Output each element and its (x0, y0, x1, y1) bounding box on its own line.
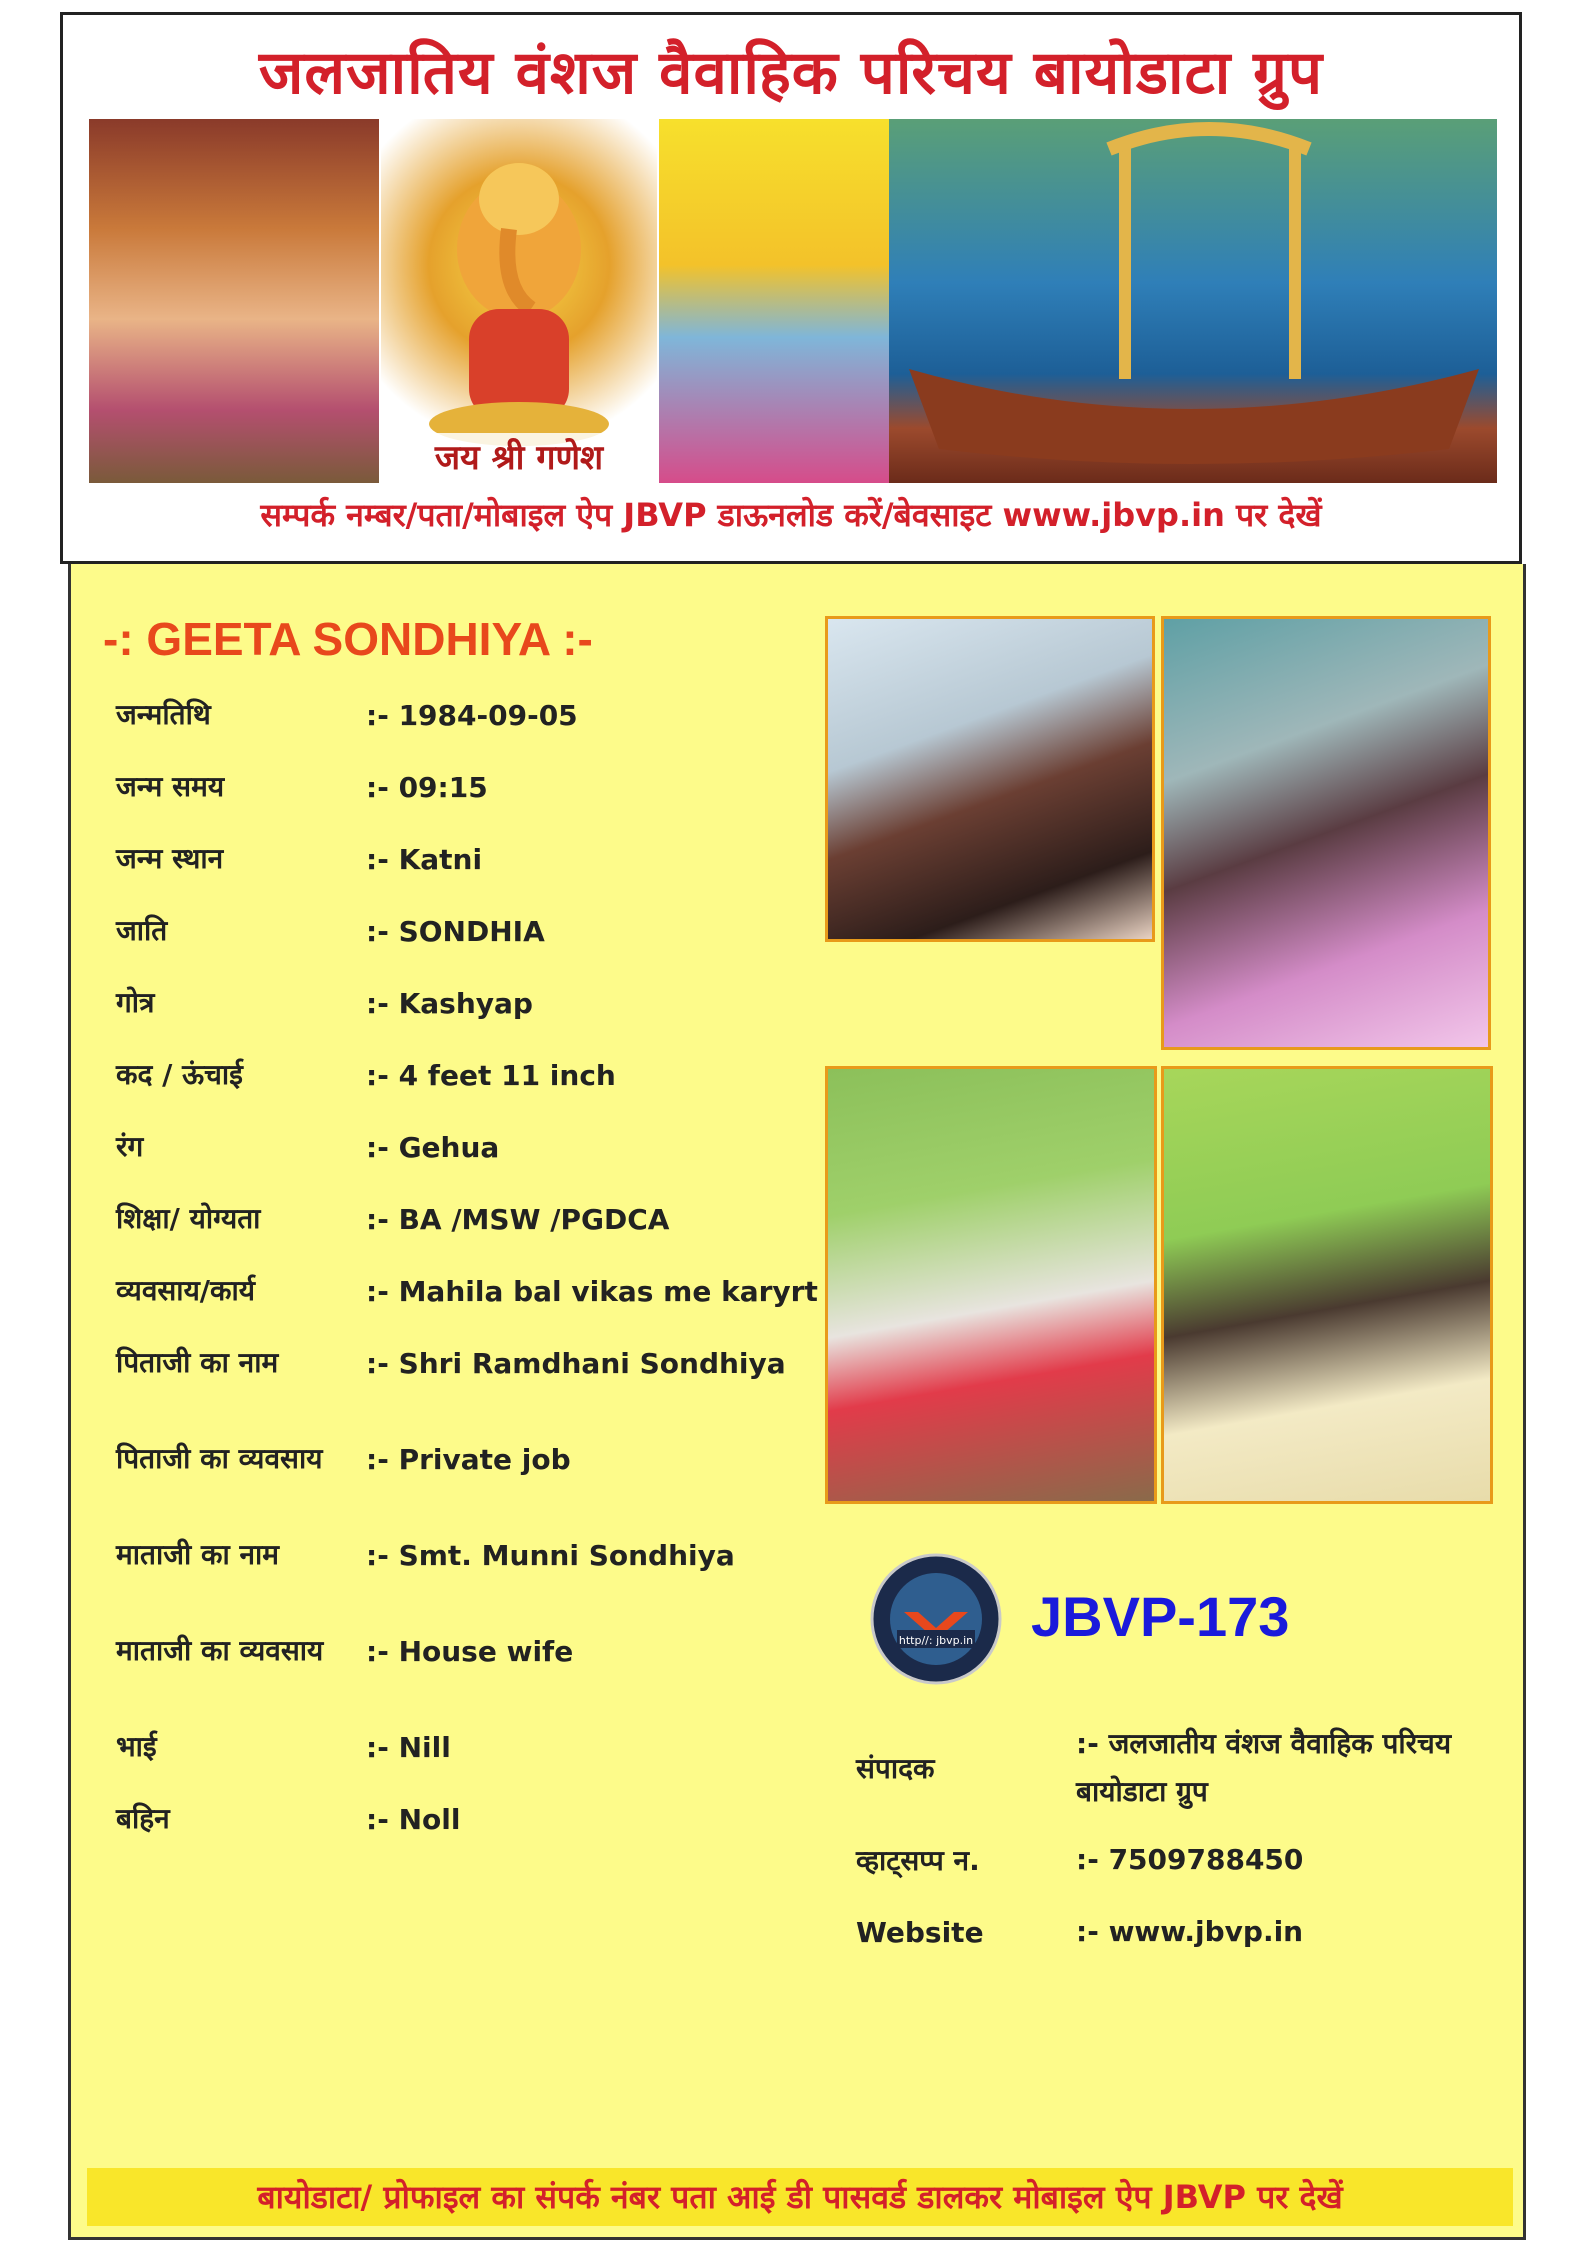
detail-value: :- Kashyap (366, 986, 533, 1020)
profile-panel (68, 564, 1526, 2240)
group-title: जलजातिय वंशज वैवाहिक परिचय बायोडाटा ग्रुप (258, 38, 1324, 108)
editor-value: :- जलजातीय वंशज वैवाहिक परिचय बायोडाटा ग्रुप (1076, 1727, 1452, 1808)
profile-name-title: -: GEETA SONDHIYA :- (103, 613, 593, 665)
detail-value: :- House wife (366, 1634, 574, 1668)
detail-value: :- Gehua (366, 1130, 500, 1164)
jai-shri-ganesh-label: जय श्री गणेश (381, 433, 657, 479)
detail-value: :- Katni (366, 842, 483, 876)
detail-row-mother-occupation (116, 1591, 876, 1711)
editor-label: व्हाट्सप्प न. (856, 1844, 980, 1877)
detail-label: जन्म स्थान (116, 842, 224, 875)
profile-details (116, 679, 876, 1855)
detail-row-occupation (116, 1255, 876, 1327)
detail-row-education (116, 1183, 876, 1255)
detail-label: बहिन (116, 1802, 170, 1835)
detail-label: पिताजी का व्यवसाय (116, 1442, 323, 1475)
detail-value: :- Nill (366, 1730, 451, 1764)
detail-label: जन्म समय (116, 770, 225, 803)
detail-value: :- Mahila bal vikas me karyrt (366, 1274, 818, 1308)
detail-label: माताजी का व्यवसाय (116, 1634, 324, 1667)
profile-photo-4 (1161, 1066, 1493, 1504)
website-link[interactable]: :- www.jbvp.in (1076, 1915, 1304, 1948)
footer-notice: बायोडाटा/ प्रोफाइल का संपर्क नंबर पता आई डी पासवर्ड डालकर मोबाइल ऐप JBVP पर देखें (87, 2168, 1513, 2226)
detail-label: पिताजी का नाम (116, 1346, 279, 1379)
editor-label: संपादक (856, 1752, 935, 1785)
detail-label: भाई (116, 1730, 157, 1763)
detail-row-gotra (116, 967, 876, 1039)
jbvp-logo-icon (869, 1552, 1003, 1686)
ganesh-figure-icon (381, 119, 657, 483)
profile-photo-2 (1161, 616, 1491, 1050)
editor-row-editor (856, 1712, 1506, 1824)
detail-label: शिक्षा/ योग्यता (116, 1202, 261, 1235)
detail-value: :- SONDHIA (366, 914, 545, 948)
detail-label: रंग (116, 1130, 144, 1163)
detail-row-birthdate (116, 679, 876, 751)
ganesh-image (381, 119, 657, 483)
contact-subline: सम्पर्क नम्बर/पता/मोबाइल ऐप JBVP डाऊनलोड करें/बेवसाइट www.jbvp.in पर देखें (260, 496, 1322, 534)
editor-info (856, 1712, 1506, 1968)
detail-value: :- Private job (366, 1442, 571, 1476)
whatsapp-number: :- 7509788450 (1076, 1843, 1304, 1876)
detail-label: जन्मतिथि (116, 698, 211, 731)
detail-row-birth-place (116, 823, 876, 895)
detail-label: व्यवसाय/कार्य (116, 1274, 256, 1307)
detail-row-father-name (116, 1327, 876, 1399)
detail-value: :- Smt. Munni Sondhiya (366, 1538, 735, 1572)
ram-sita-image (89, 119, 379, 483)
detail-row-birth-time (116, 751, 876, 823)
detail-value: :- Noll (366, 1802, 461, 1836)
profile-photo-1 (825, 616, 1155, 942)
editor-label: Website (856, 1915, 984, 1949)
detail-row-height (116, 1039, 876, 1111)
ram-sita-standing-image (659, 119, 889, 483)
detail-label: जाति (116, 914, 168, 947)
boat-scene-image (889, 119, 1497, 483)
logo-url-text: http//: jbvp.in (898, 1634, 974, 1647)
detail-label: गोत्र (116, 986, 155, 1019)
boat-icon (889, 119, 1497, 483)
detail-value: :- Shri Ramdhani Sondhiya (366, 1346, 786, 1380)
detail-value: :- 09:15 (366, 770, 488, 804)
detail-value: :- 4 feet 11 inch (366, 1058, 616, 1092)
editor-row-website (856, 1896, 1506, 1968)
detail-value: :- BA /MSW /PGDCA (366, 1202, 670, 1236)
detail-row-father-occupation (116, 1399, 876, 1519)
detail-value: :- 1984-09-05 (366, 698, 578, 732)
detail-row-complexion (116, 1111, 876, 1183)
detail-label: कद / ऊंचाई (116, 1058, 243, 1091)
header-banner (60, 12, 1522, 564)
detail-row-sister (116, 1783, 876, 1855)
profile-photo-3 (825, 1066, 1157, 1504)
detail-row-brother (116, 1711, 876, 1783)
detail-row-caste (116, 895, 876, 967)
profile-code: JBVP-173 (1031, 1585, 1290, 1648)
detail-label: माताजी का नाम (116, 1538, 280, 1571)
detail-row-mother-name (116, 1519, 876, 1591)
editor-row-whatsapp (856, 1824, 1506, 1896)
